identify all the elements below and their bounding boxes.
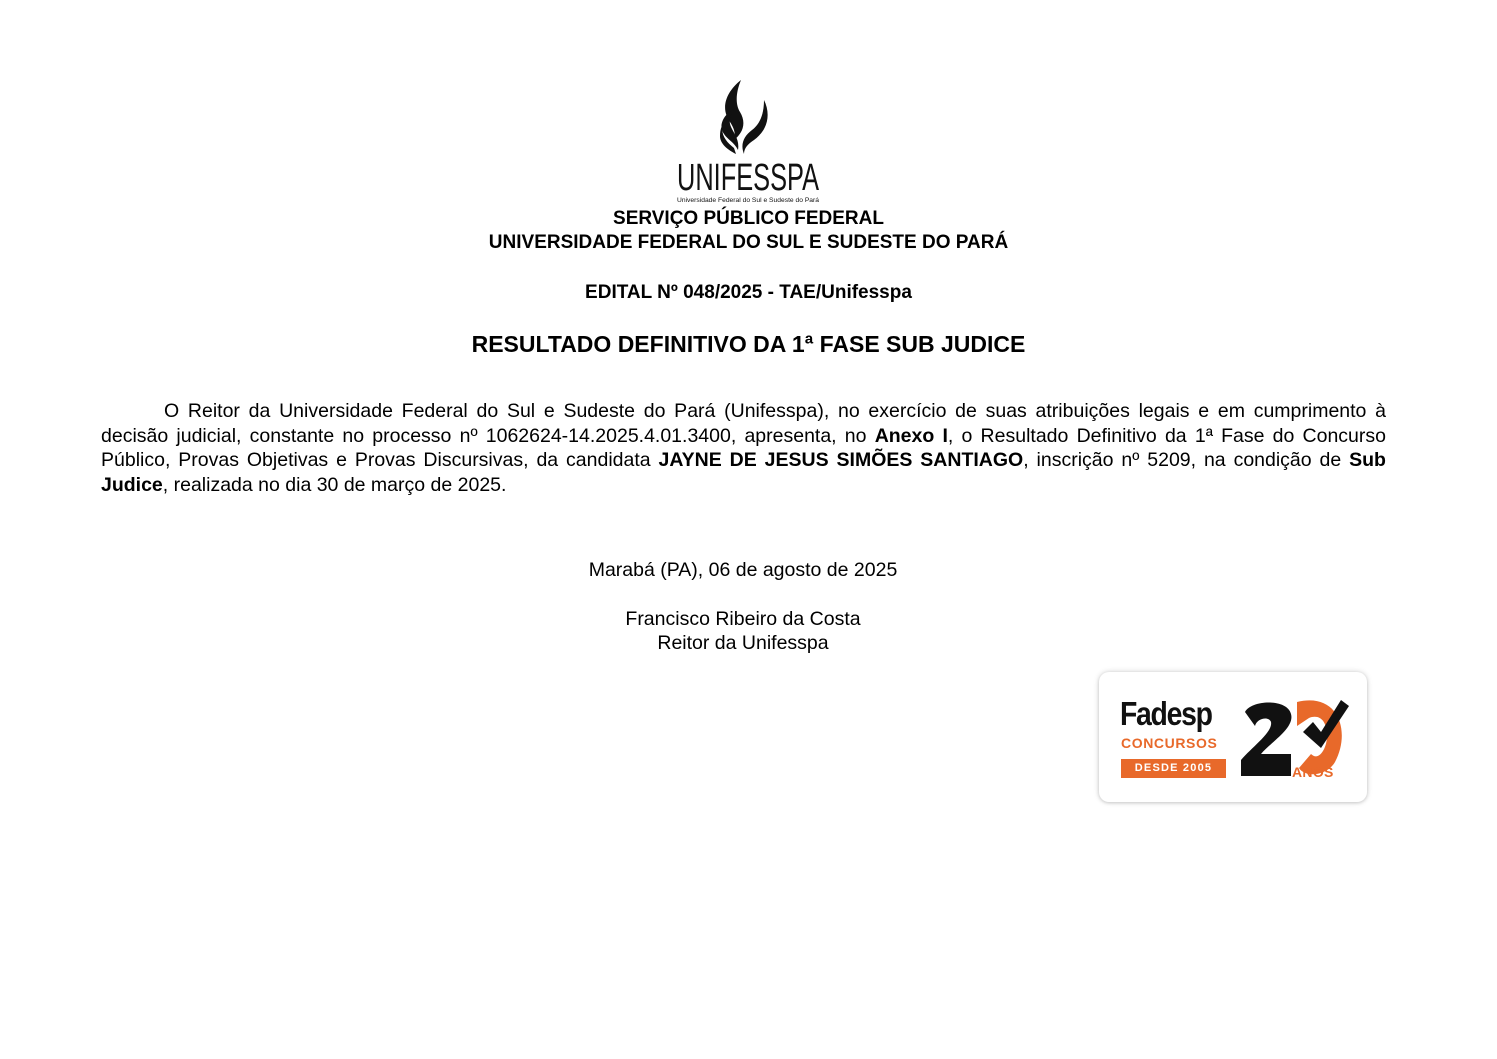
body-text-part-4: , realizada no dia 30 de março de 2025. <box>162 473 507 496</box>
body-bold-sub-judice: Sub Judice <box>101 449 1386 496</box>
fadesp-concursos: CONCURSOS <box>1121 735 1218 751</box>
unifesspa-logo-text: UNIFESSPA <box>677 157 820 199</box>
unifesspa-logo-subtitle: Universidade Federal do Sul e Sudeste do Pará <box>677 198 820 204</box>
fadesp-logo-card <box>1099 672 1367 802</box>
place-date: Marabá (PA), 06 de agosto de 2025 <box>588 559 898 581</box>
body-text-part-2: , o Resultado Definitivo da 1ª Fase do Concurso Público, Provas Objetivas e Provas Discursivas, da candidata <box>101 424 1386 472</box>
flame-icon <box>720 80 768 154</box>
fadesp-name: Fadesp <box>1120 695 1212 732</box>
edital-number: EDITAL Nº 048/2025 - TAE/Unifesspa <box>585 282 912 303</box>
fadesp-anos: ANOS <box>1292 764 1334 780</box>
body-bold-anexo: Anexo I <box>874 424 948 447</box>
body-text-part-3: , inscrição nº 5209, na condição de <box>1023 449 1350 472</box>
header-line-2: UNIVERSIDADE FEDERAL DO SUL E SUDESTE DO PARÁ <box>488 232 1009 253</box>
body-paragraph <box>101 399 1386 497</box>
body-bold-candidate: JAYNE DE JESUS SIMÕES SANTIAGO <box>658 449 1024 472</box>
signatory-name: Francisco Ribeiro da Costa <box>625 608 861 630</box>
fadesp-since-badge: DESDE 2005 <box>1121 759 1226 778</box>
body-text-part-1: O Reitor da Universidade Federal do Sul e Sudeste do Pará (Unifesspa), no exercício de suas atribuições legais e em cumprimento à decisão judicial, constante no processo nº 1062624-14.2025.4.01.3400, apresenta, no <box>101 400 1386 447</box>
document-title: RESULTADO DEFINITIVO DA 1ª FASE SUB JUDICE <box>471 331 1026 357</box>
unifesspa-logo <box>668 78 828 206</box>
header-line-1: SERVIÇO PÚBLICO FEDERAL <box>613 208 884 229</box>
signatory-role: Reitor da Unifesspa <box>657 632 829 654</box>
